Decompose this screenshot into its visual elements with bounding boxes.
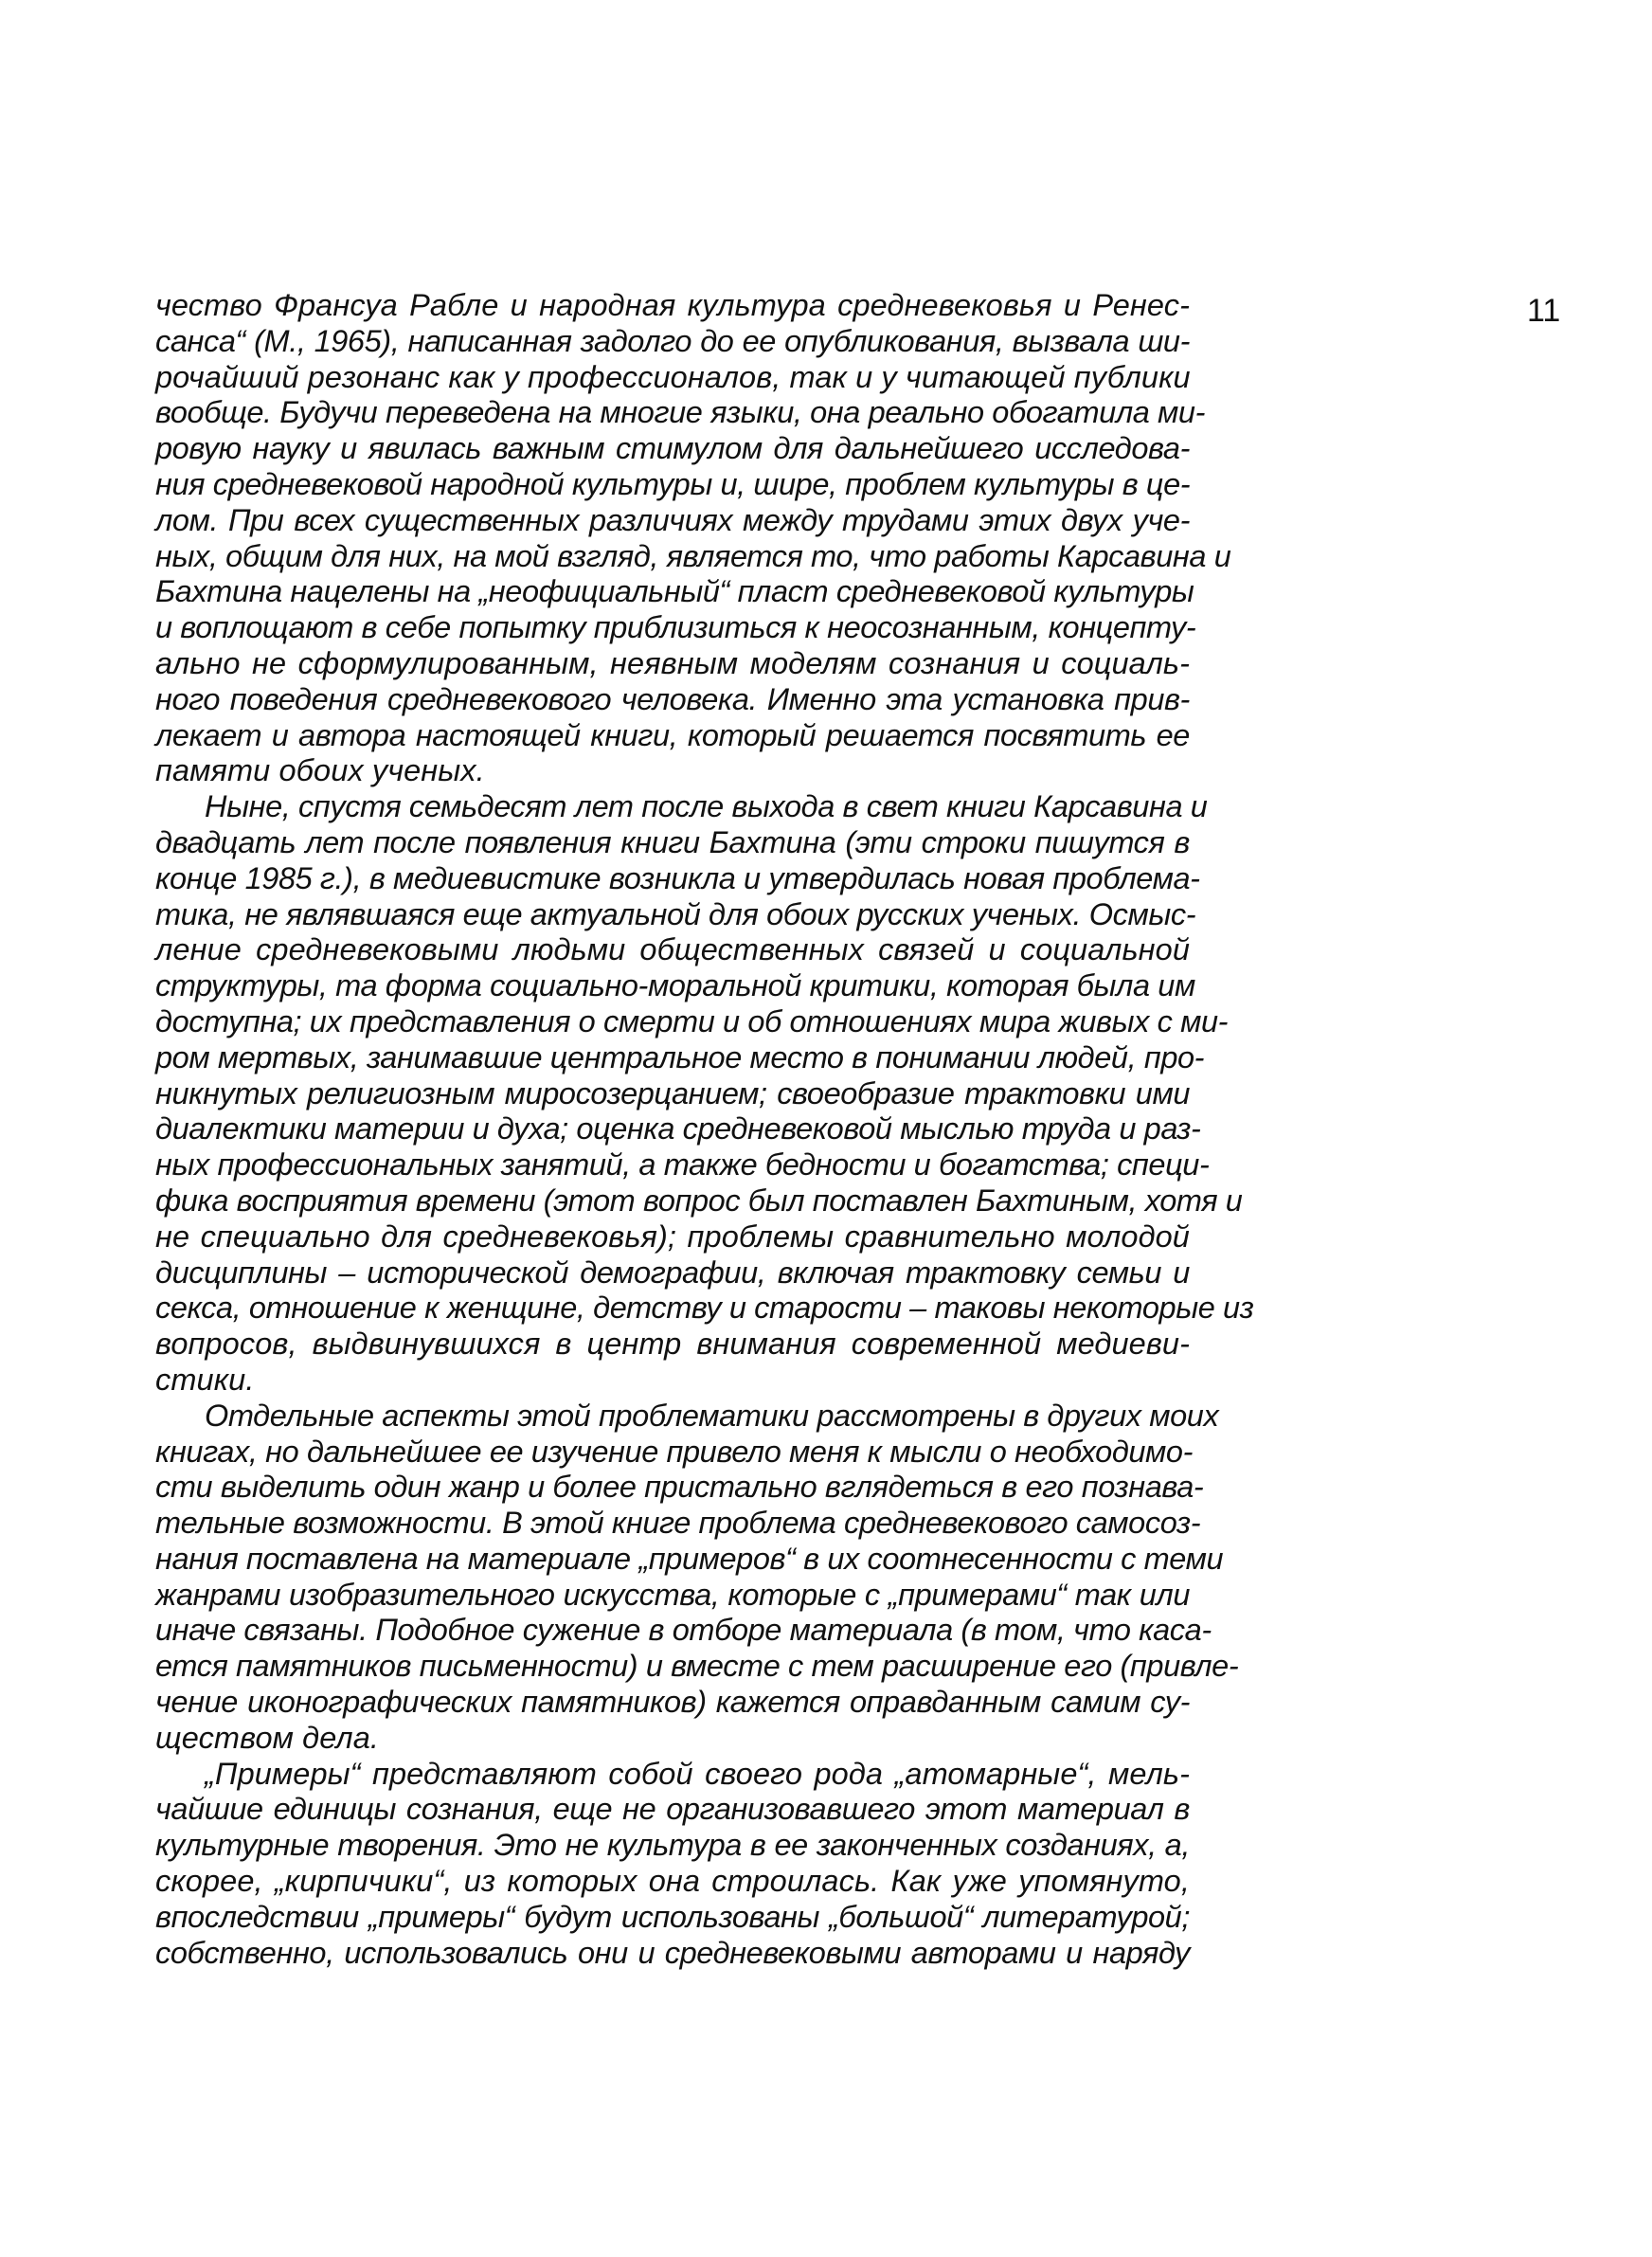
text-line: двадцать лет после появления книги Бахтина (эти строки пишутся в — [155, 824, 1190, 859]
text-line: чество Франсуа Рабле и народная культура средневековья и Ренес- — [155, 288, 1190, 322]
text-line: чение иконографических памятников) кажется оправданным самим су- — [155, 1685, 1190, 1720]
text-line: не специально для средневековья); проблемы сравнительно молодой — [155, 1219, 1190, 1254]
text-line: жанрами изобразительного искусства, которые с „примерами“ так или — [155, 1577, 1190, 1612]
text-line: скорее, „кирпичики“, из которых она строилась. Как уже упомянуто, — [155, 1864, 1190, 1899]
text-line: ально не сформулированным, неявным моделям сознания и социаль- — [155, 645, 1190, 680]
text-line: дисциплины – исторической демографии, включая трактовку семьи и — [155, 1255, 1190, 1290]
text-line: лом. При всех существенных различиях между трудами этих двух уче- — [155, 502, 1190, 537]
text-line: вообще. Будучи переведена на многие языки, она реально обогатила ми- — [155, 395, 1206, 430]
text-line: конце 1985 г.), в медиевистике возникла и утвердилась новая проблема- — [155, 860, 1200, 895]
text-line: ление средневековыми людьми общественных связей и социальной — [155, 932, 1190, 967]
text-line: Бахтина нацелены на „неофициальный“ пласт средневековой культуры — [155, 574, 1194, 609]
text-line: сти выделить один жанр и более пристально вглядеться в его познава- — [155, 1470, 1204, 1505]
text-line: нания поставлена на материале „примеров“ в их соотнесенности с теми — [155, 1541, 1224, 1576]
text-line: тельные возможности. В этой книге проблема средневекового самосоз- — [155, 1506, 1201, 1541]
text-line: стики. — [155, 1362, 255, 1397]
text-line: вопросов, выдвинувшихся в центр внимания современной медиеви- — [155, 1327, 1190, 1362]
text-line: и воплощают в себе попытку приблизиться к неосознанным, концепту- — [155, 610, 1196, 645]
page-number: 11 — [1527, 293, 1561, 329]
text-line: ется памятников письменности) и вместе с тем расширение его (привле- — [155, 1649, 1239, 1684]
text-line: ных, общим для них, на мой взгляд, является то, что работы Карсавина и — [155, 538, 1231, 573]
text-line: ния средневековой народной культуры и, шире, проблем культуры в це- — [155, 466, 1191, 501]
text-line: санса“ (М., 1965), написанная задолго до ее опубликования, вызвала ши- — [155, 323, 1190, 358]
text-line: впоследствии „примеры“ будут использованы „большой“ литературой; — [155, 1899, 1190, 1934]
text-line: ных профессиональных занятий, а также бедности и богатства; специ- — [155, 1147, 1210, 1183]
text-line: доступна; их представления о смерти и об отношениях мира живых с ми- — [155, 1003, 1229, 1038]
text-line: тика, не являвшаяся еще актуальной для обоих русских ученых. Осмыс- — [155, 896, 1196, 931]
text-line: книгах, но дальнейшее ее изучение привело меня к мысли о необходимо- — [155, 1434, 1194, 1469]
text-line: структуры, та форма социально-моральной критики, которая была им — [155, 968, 1195, 1003]
text-line: ровую науку и явилась важным стимулом для дальнейшего исследова- — [155, 431, 1190, 466]
text-line: собственно, использовались они и средневековыми авторами и наряду — [155, 1935, 1190, 1970]
text-line: фика восприятия времени (этот вопрос был поставлен Бахтиным, хотя и — [155, 1183, 1243, 1218]
text-line: памяти обоих ученых. — [155, 753, 485, 788]
text-line: чайшие единицы сознания, еще не организовавшего этот материал в — [155, 1792, 1190, 1827]
text-line: ществом дела. — [155, 1720, 380, 1755]
text-line: „Примеры“ представляют собой своего рода „атомарные“, мель- — [205, 1756, 1190, 1791]
text-line: ного поведения средневекового человека. Именно эта установка прив- — [155, 681, 1190, 716]
body-text — [155, 288, 1254, 1971]
text-line: иначе связаны. Подобное сужение в отборе материала (в том, что каса- — [155, 1613, 1212, 1648]
text-line: Ныне, спустя семьдесят лет после выхода в свет книги Карсавина и — [205, 789, 1208, 824]
text-line: диалектики материи и духа; оценка средневековой мыслью труда и раз- — [155, 1111, 1201, 1147]
text-line: лекает и автора настоящей книги, который решается посвятить ее — [155, 717, 1190, 752]
text-line: секса, отношение к женщине, детству и старости – таковы некоторые из — [155, 1291, 1254, 1326]
text-line: ром мертвых, занимавшие центральное место в понимании людей, про- — [155, 1039, 1205, 1074]
text-line: рочайший резонанс как у профессионалов, так и у читающей публики — [155, 359, 1191, 394]
text-line: никнутых религиозным миросозерцанием; своеобразие трактовки ими — [155, 1075, 1190, 1110]
text-line: Отдельные аспекты этой проблематики рассмотрены в других моих — [205, 1398, 1219, 1433]
text-line: культурные творения. Это не культура в ее законченных созданиях, а, — [155, 1828, 1190, 1863]
